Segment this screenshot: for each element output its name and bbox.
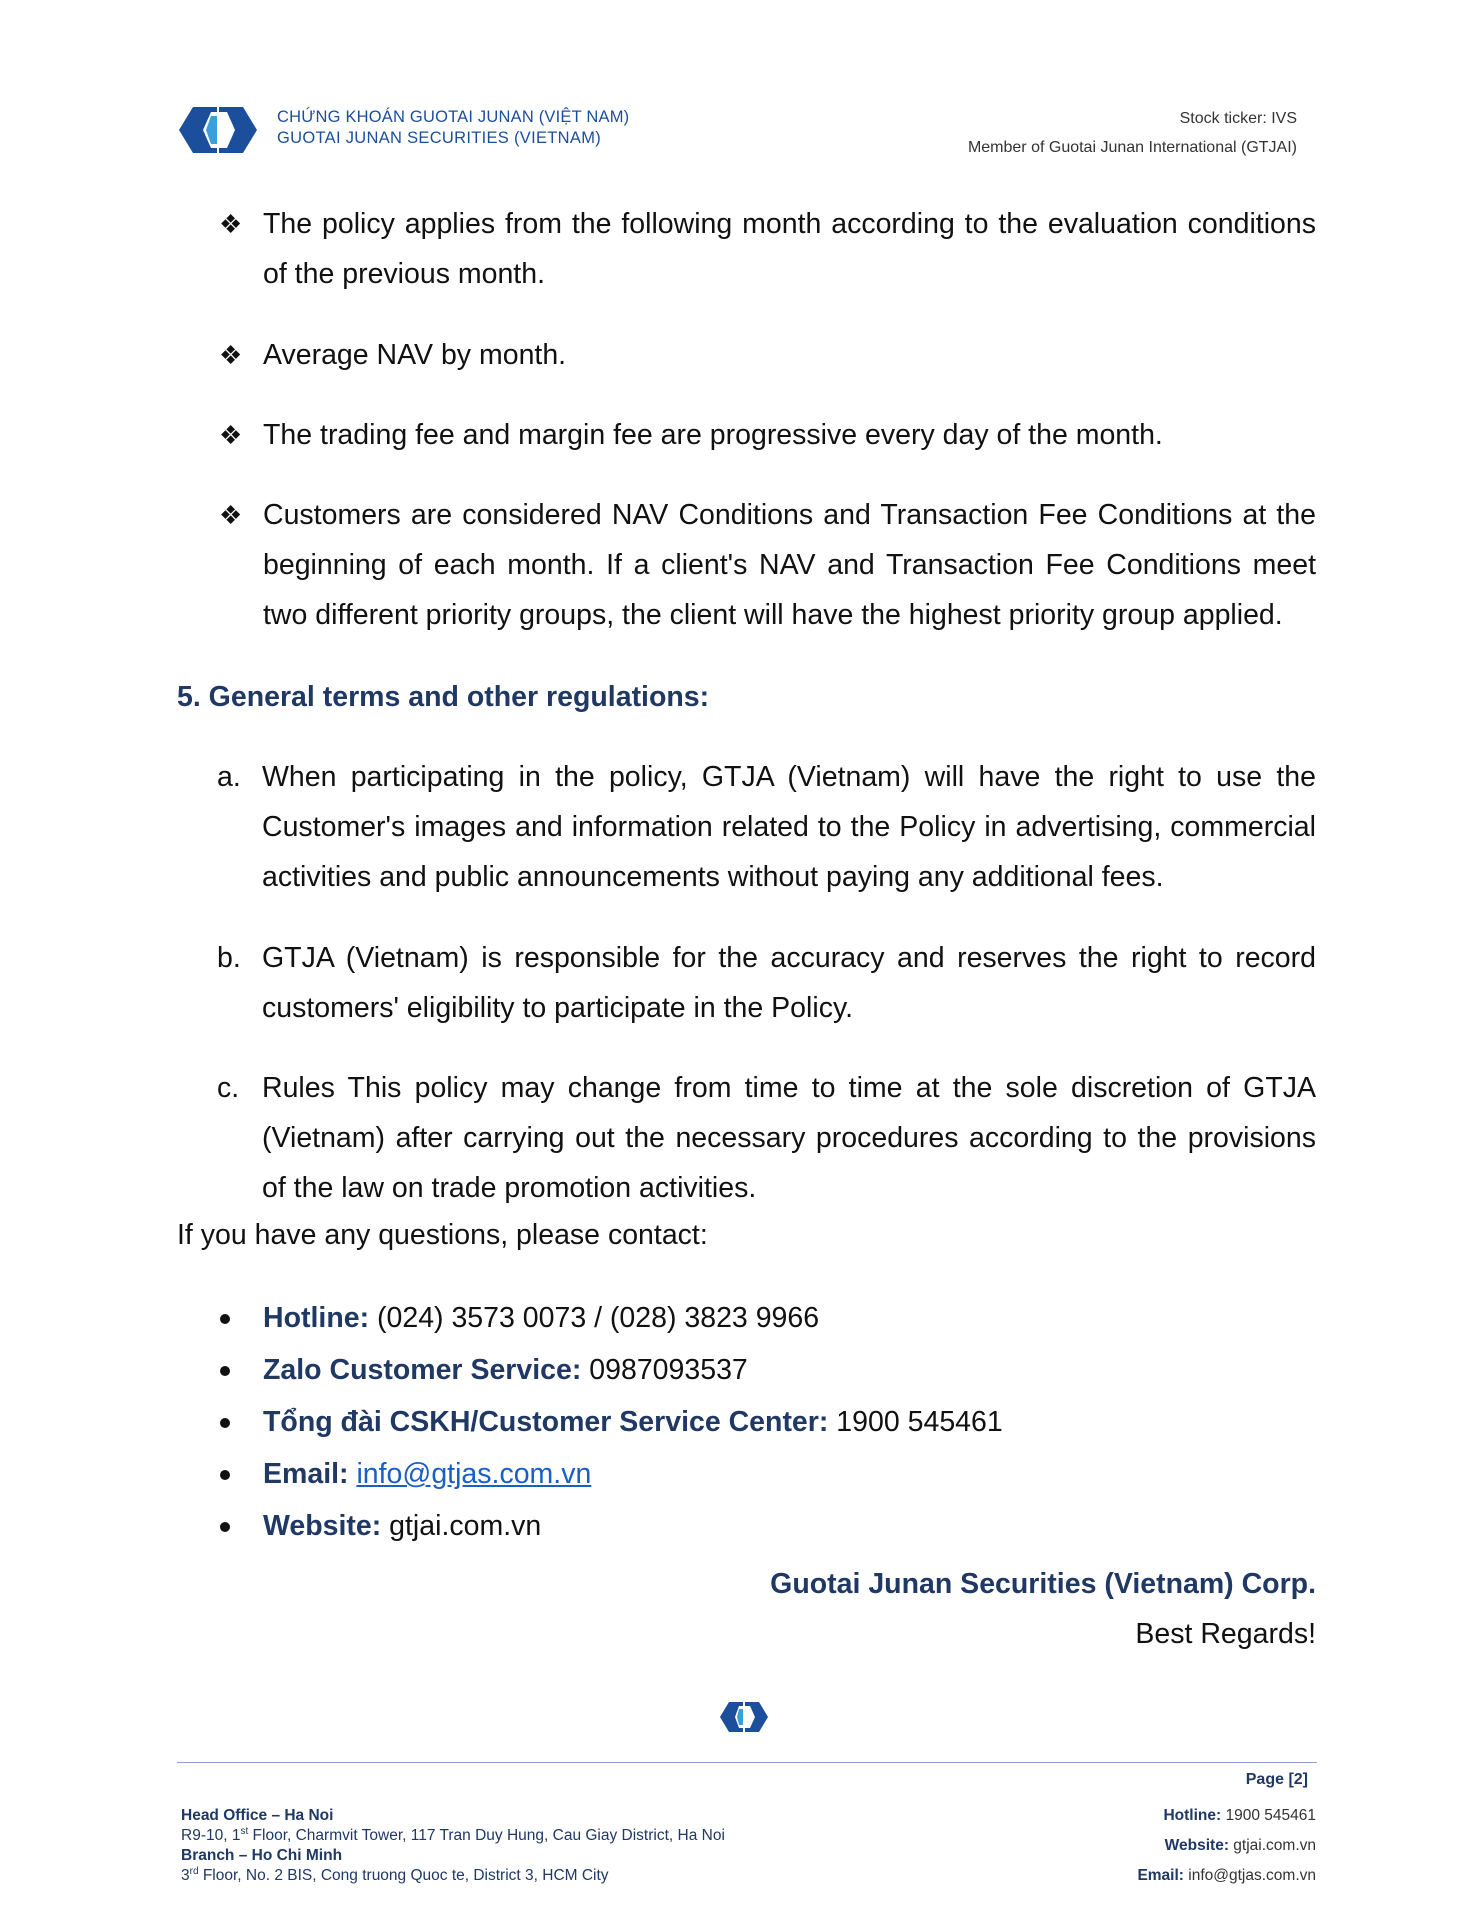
list-item-text: Rules This policy may change from time to time at the sole discretion of GTJA (Vietnam) after carrying out the necessary procedures according to the provisions of the law on trade promotion activities. <box>262 1072 1316 1204</box>
bullet-dot-icon <box>220 1470 230 1480</box>
bullet-dot-icon <box>220 1522 230 1532</box>
contact-label: Email: <box>263 1458 349 1490</box>
list-item <box>219 199 1316 299</box>
contact-list <box>217 1292 1217 1552</box>
company-logo-icon <box>177 104 259 156</box>
list-item <box>219 330 1316 380</box>
footer-email: Email: info@gtjas.com.vn <box>1137 1867 1316 1884</box>
bullet-dot-icon <box>220 1418 230 1428</box>
list-item-text: GTJA (Vietnam) is responsible for the accuracy and reserves the right to record customers' eligibility to participate in the Policy. <box>262 942 1316 1024</box>
diamond-bullet-icon: ❖ <box>219 209 243 239</box>
company-name-vn: CHỨNG KHOÁN GUOTAI JUNAN (VIỆT NAM) <box>277 108 630 126</box>
diamond-bullet-icon: ❖ <box>219 340 243 370</box>
list-marker: b. <box>217 942 241 974</box>
diamond-bullet-icon: ❖ <box>219 420 243 450</box>
list-marker: c. <box>217 1072 240 1104</box>
head-office-label: Head Office – Ha Noi <box>181 1807 334 1824</box>
list-item <box>219 490 1316 640</box>
contact-hotline <box>217 1292 1217 1344</box>
bullet-text: The trading fee and margin fee are progressive every day of the month. <box>263 419 1163 451</box>
page-number: Page [2] <box>1245 1771 1308 1788</box>
list-item <box>219 410 1316 460</box>
contact-service-center <box>217 1396 1217 1448</box>
footer-hotline: Hotline: 1900 545461 <box>1163 1807 1316 1824</box>
contact-value: (024) 3573 0073 / (028) 3823 9966 <box>369 1302 820 1334</box>
section-heading: 5. General terms and other regulations: <box>177 681 710 713</box>
member-note: Member of Guotai Junan International (GTJAI) <box>967 139 1297 156</box>
bullet-dot-icon <box>220 1314 230 1324</box>
contact-value: 0987093537 <box>581 1354 748 1386</box>
contact-value: 1900 545461 <box>828 1406 1003 1438</box>
email-link[interactable]: info@gtjas.com.vn <box>356 1458 592 1490</box>
bullet-dot-icon <box>220 1366 230 1376</box>
contact-label: Tổng đài CSKH/Customer Service Center: <box>263 1406 829 1438</box>
signoff-company: Guotai Junan Securities (Vietnam) Corp. <box>770 1568 1316 1600</box>
contact-intro: If you have any questions, please contact: <box>177 1219 708 1251</box>
bullet-text: Customers are considered NAV Conditions and Transaction Fee Conditions at the beginning of each month. If a client's NAV and Transaction Fee Conditions meet two different priority groups, the client will have the highest priority group applied. <box>263 499 1316 631</box>
diamond-bullet-icon: ❖ <box>219 500 243 530</box>
list-marker: a. <box>217 761 241 793</box>
list-item-text: When participating in the policy, GTJA (Vietnam) will have the right to use the Customer's images and information related to the Policy in advertising, commercial activities and public announcements without paying any additional fees. <box>262 761 1316 893</box>
head-office-address: R9-10, 1st Floor, Charmvit Tower, 117 Tran Duy Hung, Cau Giay District, Ha Noi <box>181 1825 725 1844</box>
list-item <box>217 933 1316 1033</box>
contact-label: Hotline: <box>263 1302 370 1334</box>
bullet-text: The policy applies from the following month according to the evaluation conditions of the previous month. <box>263 208 1316 290</box>
branch-label: Branch – Ho Chi Minh <box>181 1847 343 1864</box>
footer-logo-icon <box>719 1700 769 1734</box>
list-item <box>217 1063 1316 1213</box>
contact-website <box>217 1500 1217 1552</box>
list-item <box>217 752 1316 902</box>
company-name-en: GUOTAI JUNAN SECURITIES (VIETNAM) <box>277 129 602 147</box>
contact-value: gtjai.com.vn <box>381 1510 542 1542</box>
footer-divider <box>177 1762 1317 1763</box>
contact-zalo <box>217 1344 1217 1396</box>
contact-email <box>217 1448 1217 1500</box>
footer-website: Website: gtjai.com.vn <box>1164 1837 1316 1854</box>
stock-ticker: Stock ticker: IVS <box>1179 110 1297 127</box>
branch-address: 3rd Floor, No. 2 BIS, Cong truong Quoc te, District 3, HCM City <box>181 1865 609 1884</box>
contact-label: Website: <box>263 1510 382 1542</box>
bullet-text: Average NAV by month. <box>263 339 567 371</box>
contact-label: Zalo Customer Service: <box>263 1354 582 1386</box>
signoff-regards: Best Regards! <box>1135 1618 1316 1650</box>
